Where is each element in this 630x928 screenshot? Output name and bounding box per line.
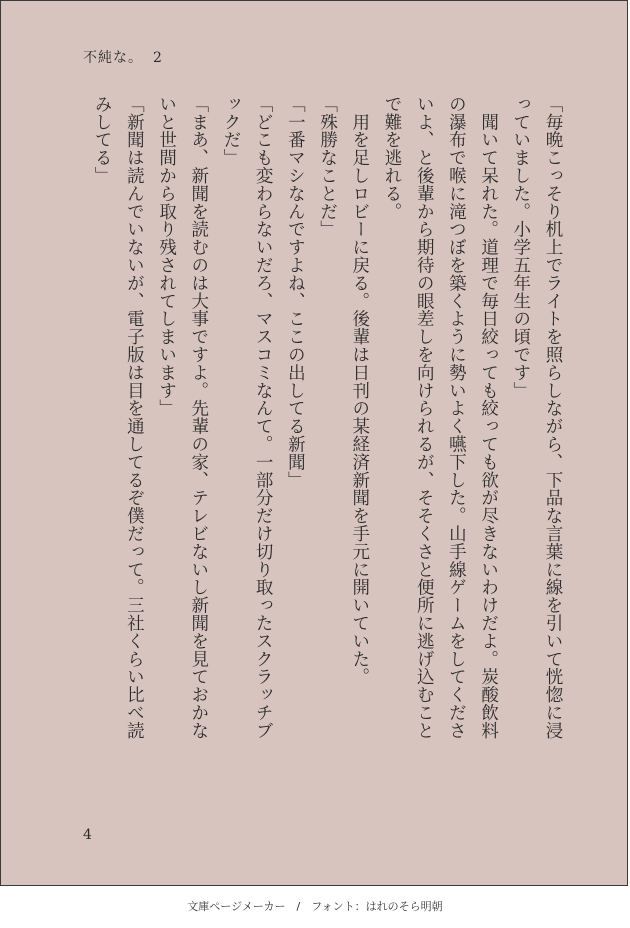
body-line: みしてる」 bbox=[92, 95, 113, 185]
footer-credit: 文庫ページメーカー / フォント：はれのそら明朝 bbox=[187, 900, 443, 913]
vertical-body-text bbox=[86, 95, 569, 815]
body-line: 「一番マシなんですよね、ここの出してる新聞」 bbox=[285, 95, 306, 489]
body-line: 用を足しロビーに戻る。後輩は日刊の某経済新聞を手元に開いていた。 bbox=[349, 95, 370, 686]
page-header bbox=[83, 47, 163, 67]
header-title: 不純な。 bbox=[83, 50, 143, 66]
body-line: で難を逃れる。 bbox=[381, 95, 402, 221]
body-line: 「毎晩こっそり机上でライトを照らしながら、下品な言葉に線を引いて恍惚に浸 bbox=[543, 95, 563, 740]
body-line: いと世間から取り残されてしまいます」 bbox=[156, 95, 177, 418]
body-line: 「どこも変わらないだろ、マスコミなんて。一部分だけ切り取ったスクラッチブ bbox=[253, 95, 274, 740]
body-line: 「まあ、新聞を読むのは大事ですよ。先輩の家、テレビないし新聞を見ておかな bbox=[188, 95, 209, 740]
body-line: っていました。小学五年生の頃です」 bbox=[510, 95, 531, 400]
header-chapter-number: 2 bbox=[153, 50, 163, 66]
body-line: 「新聞は読んでいないが、電子版は目を通してるぞ僕だって。三社くらい比べ読 bbox=[124, 95, 145, 740]
body-line: の瀑布で喉に滝つぼを築くように勢いよく嚥下した。山手線ゲームをしてくださ bbox=[446, 95, 467, 740]
body-line: 「殊勝なことだ」 bbox=[317, 95, 338, 239]
body-line: ックだ」 bbox=[220, 95, 241, 167]
body-line: いよ、と後輩から期待の眼差しを向けられるが、そそくさと便所に逃げ込むこと bbox=[414, 95, 435, 740]
page-number: 4 bbox=[83, 827, 92, 843]
body-line: 聞いて呆れた。道理で毎日絞っても絞っても欲が尽きないわけだよ。炭酸飲料 bbox=[478, 95, 499, 740]
